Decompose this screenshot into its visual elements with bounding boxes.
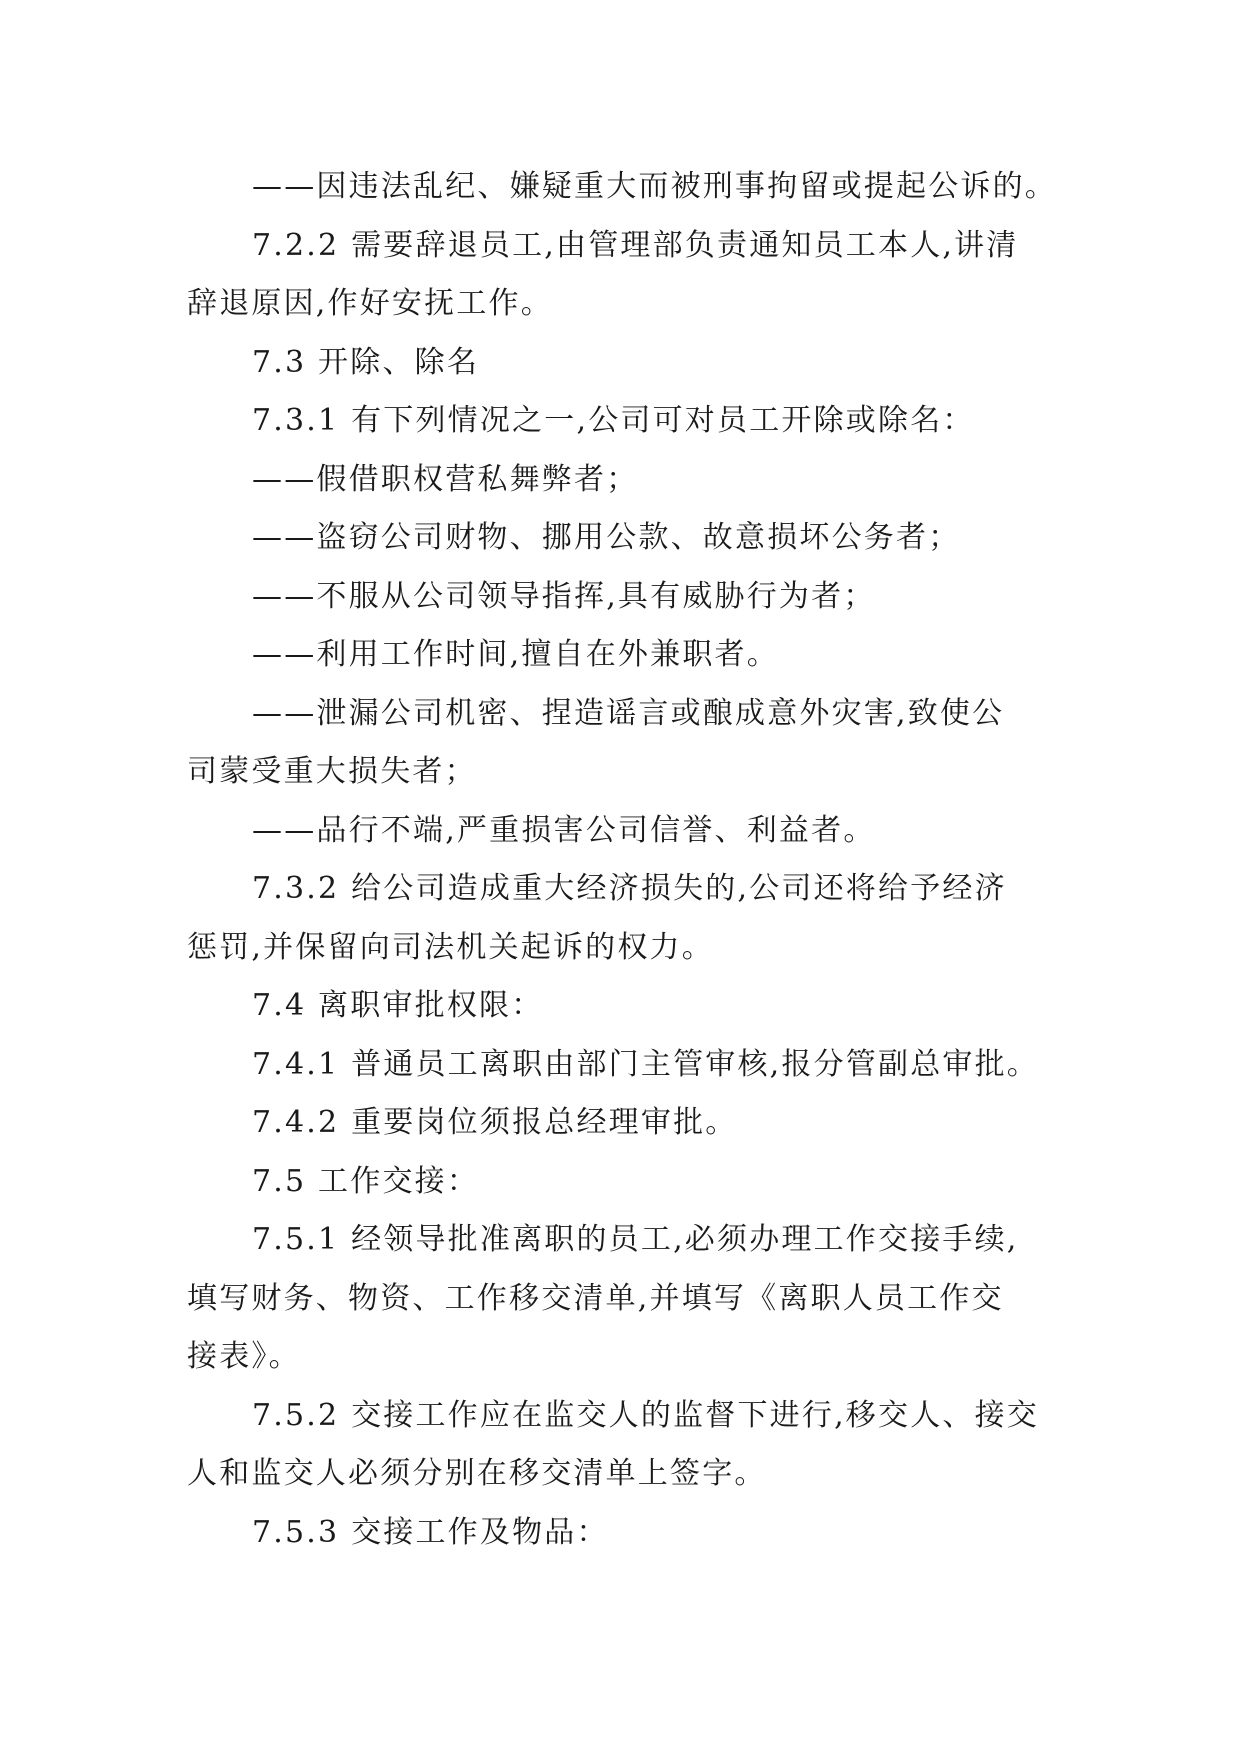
text-line: ——假借职权营私舞弊者； (252, 461, 639, 497)
paragraph-7-5-1-cont (187, 1328, 1087, 1387)
text-line: 7.4 离职审批权限： (252, 988, 544, 1023)
text-line: 7.5 工作交接： (252, 1163, 480, 1199)
paragraph-7-2-2 (187, 217, 1087, 276)
paragraph-7-3-1 (187, 392, 1087, 451)
text-line: ——盗窃公司财物、挪用公款、故意损坏公务者； (252, 520, 961, 555)
text-line: 7.3 开除、除名 (252, 344, 480, 380)
text-line: ——不服从公司领导指挥,具有威胁行为者； (252, 578, 876, 614)
list-item-cont (187, 743, 1087, 802)
text-line: ——泄漏公司机密、捏造谣言或酿成意外灾害,致使公 (252, 695, 1005, 731)
text-line: 7.5.1 经领导批准离职的员工,必须办理工作交接手续, (252, 1222, 1019, 1257)
text-line: 7.5.2 交接工作应在监交人的监督下进行,移交人、接交 (252, 1397, 1040, 1433)
text-line: 司蒙受重大损失者； (187, 754, 477, 789)
text-line: 辞退原因,作好安抚工作。 (187, 286, 553, 321)
heading-7-5 (187, 1153, 1087, 1212)
text-line: 惩罚,并保留向司法机关起诉的权力。 (187, 929, 714, 965)
list-item (187, 802, 1087, 861)
text-line: 填写财务、物资、工作移交清单,并填写《离职人员工作交 (187, 1280, 1004, 1316)
paragraph-7-5-2 (187, 1387, 1087, 1446)
list-item (187, 568, 1087, 627)
paragraph-7-3-2 (187, 860, 1087, 919)
list-item (187, 626, 1087, 685)
text-line: 7.4.2 重要岗位须报总经理审批。 (252, 1105, 738, 1140)
paragraph-7-5-1 (187, 1211, 1087, 1270)
paragraph-7-5-2-cont (187, 1445, 1087, 1504)
text-line: 7.3.2 给公司造成重大经济损失的,公司还将给予经济 (252, 871, 1007, 906)
text-line: ——因违法乱纪、嫌疑重大而被刑事拘留或提起公诉的。 (252, 169, 1057, 204)
paragraph-7-4-1 (187, 1036, 1087, 1095)
paragraph-7-5-1-cont (187, 1270, 1087, 1329)
paragraph-7-2-2-cont (187, 275, 1087, 334)
list-item (187, 451, 1087, 510)
list-item (187, 509, 1087, 568)
text-line: ——品行不端,严重损害公司信誉、利益者。 (252, 812, 876, 848)
text-line: ——利用工作时间,擅自在外兼职者。 (252, 637, 779, 672)
paragraph-criminal-detention (187, 158, 1087, 217)
text-line: 7.3.1 有下列情况之一,公司可对员工开除或除名： (252, 403, 975, 438)
list-item (187, 685, 1087, 744)
document-body (187, 158, 1087, 1562)
text-line: 接表》。 (187, 1339, 301, 1374)
heading-7-3 (187, 334, 1087, 393)
paragraph-7-4-2 (187, 1094, 1087, 1153)
paragraph-7-5-3 (187, 1504, 1087, 1563)
text-line: 7.4.1 普通员工离职由部门主管审核,报分管副总审批。 (252, 1046, 1040, 1082)
text-line: 人和监交人必须分别在移交清单上签字。 (187, 1456, 767, 1491)
paragraph-7-3-2-cont (187, 919, 1087, 978)
heading-7-4 (187, 977, 1087, 1036)
text-line: 7.2.2 需要辞退员工,由管理部负责通知员工本人,讲清 (252, 227, 1019, 263)
text-line: 7.5.3 交接工作及物品： (252, 1514, 609, 1550)
